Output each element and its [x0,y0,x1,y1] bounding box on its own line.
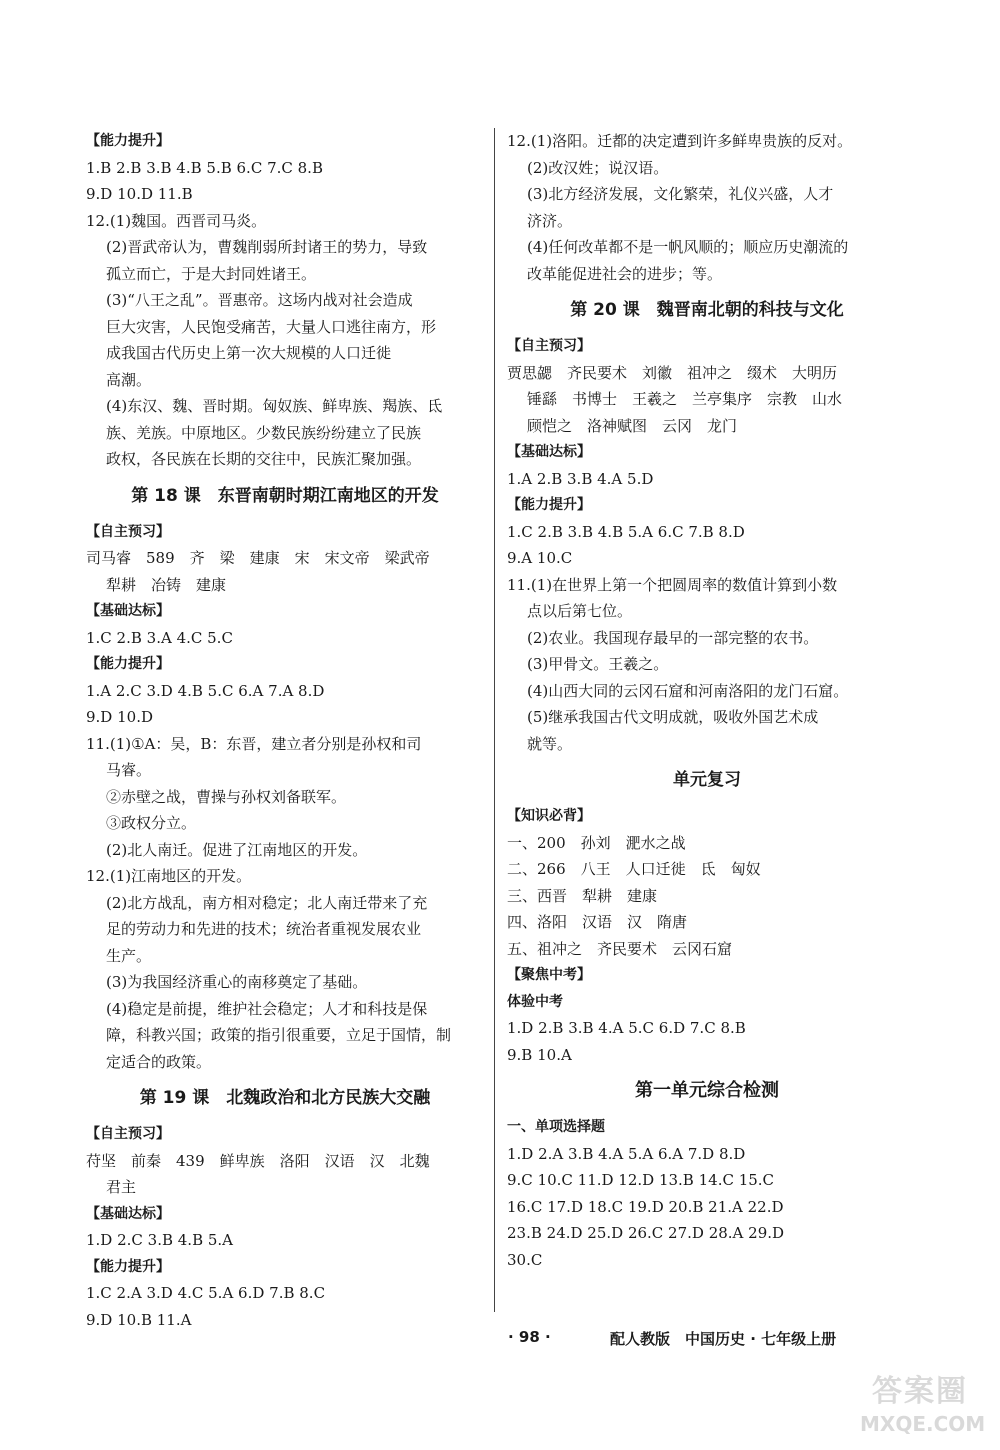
answer-line: (3)北方经济发展，文化繁荣，礼仪兴盛，人才 [527,185,834,203]
section-tag: 【知识必背】 [507,808,591,824]
section-tag: 【自主预习】 [86,1126,170,1142]
right-column [507,128,907,1273]
section-tag: 【聚焦中考】 [507,967,591,983]
answer-line: 二、266 八王 人口迁徙 氐 匈奴 [507,860,761,878]
answer-line: (3)为我国经济重心的南移奠定了基础。 [106,973,368,991]
book-info: 配人教版 中国历史 · 七年级上册 [610,1330,837,1348]
section-tag: 【自主预习】 [86,523,170,540]
answer-line: 12.(1)魏国。西晋司马炎。 [86,211,267,230]
answer-line: 一、200 孙刘 淝水之战 [507,833,686,852]
answer-line: 苻坚 前秦 439 鲜卑族 洛阳 汉语 汉 北魏 [86,1151,430,1170]
answer-line: 1.D 2.A 3.B 4.A 5.A 6.A 7.D 8.D [507,1144,746,1163]
section-tag: 【自主预习】 [507,338,591,354]
section-tag: 【能力提升】 [86,133,170,149]
answer-line: (5)继承我国古代文明成就，吸收外国艺术成 [527,708,819,726]
watermark-url: MXQE.COM [860,1412,986,1436]
answer-line: 司马睿 589 齐 梁 建康 宋 宋文帝 梁武帝 [86,549,430,567]
answer-line: 1.A 2.B 3.B 4.A 5.D [507,469,654,488]
answer-line: (4)东汉、魏、晋时期。匈奴族、鲜卑族、羯族、氐 [106,397,443,415]
answer-line: 9.D 10.D 11.B [86,185,193,203]
answer-line: 锤繇 书博士 王羲之 兰亭集序 宗教 山水 [527,390,843,408]
answer-line: 1.D 2.C 3.B 4.B 5.A [86,1231,234,1249]
answer-block [86,155,484,473]
answer-line: ③政权分立。 [106,814,197,832]
answer-line: 1.C 2.B 3.B 4.B 5.A 6.C 7.B 8.D [507,522,745,541]
unit-test-title: 第一单元综合检测 [635,1080,779,1101]
answer-line: 23.B 24.D 25.D 26.C 27.D 28.A 29.D [507,1224,785,1242]
answer-line: 9.D 10.D [86,708,153,726]
answer-line: 三、西晋 犁耕 建康 [507,886,658,905]
answer-line: 四、洛阳 汉语 汉 隋唐 [507,913,688,931]
answer-line: (2)农业。我国现存最早的一部完整的农书。 [527,628,819,647]
answer-line: 就等。 [527,734,573,753]
section-label: 一、单项选择题 [507,1119,605,1135]
lesson-20-title: 第 20 课 魏晋南北朝的科技与文化 [570,300,844,320]
answer-line: 9.B 10.A [507,1045,572,1064]
answer-line: 济济。 [527,211,573,230]
answer-line: 五、祖冲之 齐民要术 云冈石窟 [507,939,733,958]
answer-line: (4)稳定是前提，维护社会稳定；人才和科技是保 [106,999,428,1018]
answer-line: 12.(1)洛阳。迁都的决定遭到许多鲜卑贵族的反对。 [507,132,853,150]
watermark-logo [860,1372,986,1444]
answer-line: 族、羌族。中原地区。少数民族纷纷建立了民族 [106,423,422,442]
answer-line: 9.A 10.C [507,549,573,567]
section-tag: 【能力提升】 [86,1258,170,1275]
answer-line: 马睿。 [106,761,152,779]
answer-line: 9.C 10.C 11.D 12.D 13.B 14.C 15.C [507,1171,775,1189]
answer-line: (3)“八王之乱”。晋惠帝。这场内战对社会造成 [106,291,413,309]
answer-line: (2)北人南迁。促进了江南地区的开发。 [106,840,368,859]
answer-line: 犁耕 冶铸 建康 [106,575,227,594]
page-footer [0,1328,1000,1358]
answer-line: 30.C [507,1250,543,1269]
answer-line: 定适合的政策。 [106,1052,212,1071]
lesson-19-title: 第 19 课 北魏政治和北方民族大交融 [139,1088,431,1108]
answer-line: (2)晋武帝认为，曹魏削弱所封诸王的势力，导致 [106,238,428,256]
column-divider [494,128,495,1312]
answer-line: (3)甲骨文。王羲之。 [527,655,669,673]
answer-line: 12.(1)江南地区的开发。 [86,867,252,885]
answer-line: 9.D 10.B 11.A [86,1310,192,1329]
answer-line: 贾思勰 齐民要术 刘徽 祖冲之 缀术 大明历 [507,363,838,382]
subsection-label: 体验中考 [507,993,563,1010]
section-tag: 【基础达标】 [507,444,591,460]
answer-line: 改革能促进社会的进步；等。 [527,264,723,283]
answer-line: 11.(1)①A：吴，B：东晋，建立者分别是孙权和司 [86,734,422,753]
answer-line: 孤立而亡，于是大封同姓诸王。 [106,264,317,283]
answer-line: 高潮。 [106,370,152,389]
page-number: · 98 · [508,1328,551,1346]
answer-line: 1.C 2.B 3.A 4.C 5.C [86,628,233,647]
answer-line: 顾恺之 洛神赋图 云冈 龙门 [527,416,738,435]
answer-line: 巨大灾害，人民饱受痛苦，大量人口逃往南方，形 [106,317,437,336]
section-tag: 【基础达标】 [86,603,170,619]
unit-review-title: 单元复习 [673,770,741,790]
answer-line: 君主 [106,1178,137,1196]
answer-line: 成我国古代历史上第一次大规模的人口迁徙 [106,344,392,362]
lesson-18-title: 第 18 课 东晋南朝时期江南地区的开发 [131,485,439,506]
answer-line: 点以后第七位。 [527,602,633,620]
answer-line: (2)改汉姓；说汉语。 [527,158,669,177]
answer-line: 16.C 17.D 18.C 19.D 20.B 21.A 22.D [507,1197,784,1216]
answer-line: 11.(1)在世界上第一个把圆周率的数值计算到小数 [507,575,838,594]
answer-line: (4)山西大同的云冈石窟和河南洛阳的龙门石窟。 [527,681,849,700]
answer-line: 政权，各民族在长期的交往中，民族汇聚加强。 [106,450,422,468]
watermark-text: 答案圈 [872,1374,968,1409]
answer-line: (4)任何改革都不是一帆风顺的；顺应历史潮流的 [527,238,849,256]
left-column [86,128,484,1333]
section-tag: 【能力提升】 [86,656,170,672]
section-tag: 【基础达标】 [86,1205,170,1222]
answer-line: 生产。 [106,946,152,965]
answer-line: (2)北方战乱，南方相对稳定；北人南迁带来了充 [106,893,428,912]
answer-line: 1.B 2.B 3.B 4.B 5.B 6.C 7.C 8.B [86,158,323,177]
answer-line: 1.D 2.B 3.B 4.A 5.C 6.D 7.C 8.B [507,1019,746,1037]
section-tag: 【能力提升】 [507,497,591,513]
answer-line: 足的劳动力和先进的技术；统治者重视发展农业 [106,920,422,938]
answer-line: 1.A 2.C 3.D 4.B 5.C 6.A 7.A 8.D [86,681,325,700]
answer-line: 1.C 2.A 3.D 4.C 5.A 6.D 7.B 8.C [86,1284,326,1302]
answer-line: 障，科教兴国；政策的指引很重要，立足于国情，制 [106,1026,452,1044]
answer-line: ②赤壁之战，曹操与孙权刘备联军。 [106,787,347,806]
